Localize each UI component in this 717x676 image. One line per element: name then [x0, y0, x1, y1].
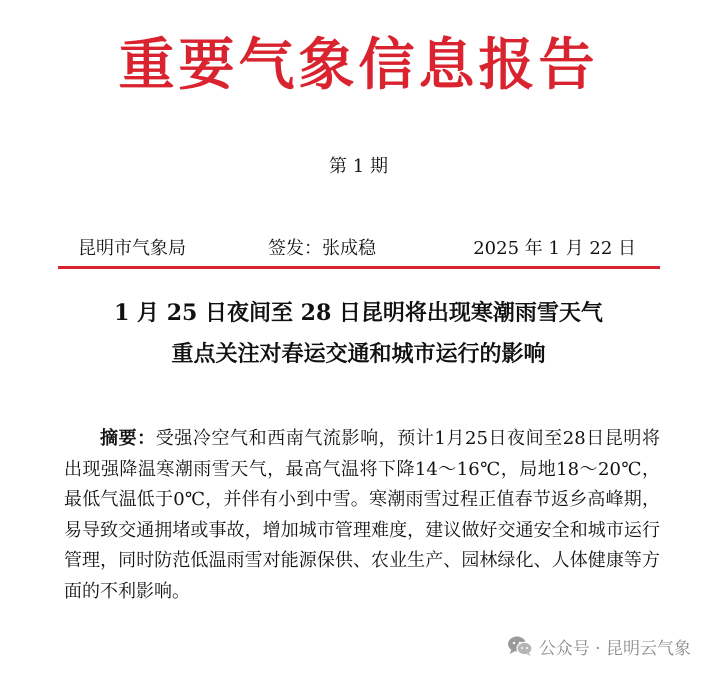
headline-line-2: 重点关注对春运交通和城市运行的影响 — [171, 341, 546, 367]
headline-line-1: 1 月 25 日夜间至 28 日昆明将出现寒潮雨雪天气 — [114, 300, 603, 326]
red-divider-rule — [58, 266, 660, 269]
abstract-paragraph — [64, 424, 660, 607]
abstract-body: 受强冷空气和西南气流影响，预计1月25日夜间至28日昆明将出现强降温寒潮雨雪天气，最高气温将下降14～16℃，局地18～20℃，最低气温低于0℃，并伴有小到中雪。寒潮雨雪过程正值春节返乡高峰期，易导致交通拥堵或事故，增加城市管理难度，建议做好交通安全和城市运行管理，同时防范低温雨雪对能源保供、农业生产、园林绿化、人体健康等方面的不利影响。 — [64, 428, 660, 602]
wechat-icon — [507, 635, 533, 657]
abstract-label: 摘要： — [100, 428, 156, 449]
watermark-text: 公众号 · 昆明云气象 — [538, 638, 691, 659]
report-meta-row — [78, 236, 636, 262]
wechat-watermark — [507, 633, 691, 659]
report-masthead-title: 重要气象信息报告 — [118, 32, 599, 98]
signer: 签发：张成稳 — [268, 238, 376, 259]
issue-number: 第 1 期 — [329, 156, 388, 177]
issue-date: 2025 年 1 月 22 日 — [473, 238, 636, 259]
issuing-department: 昆明市气象局 — [78, 238, 186, 259]
